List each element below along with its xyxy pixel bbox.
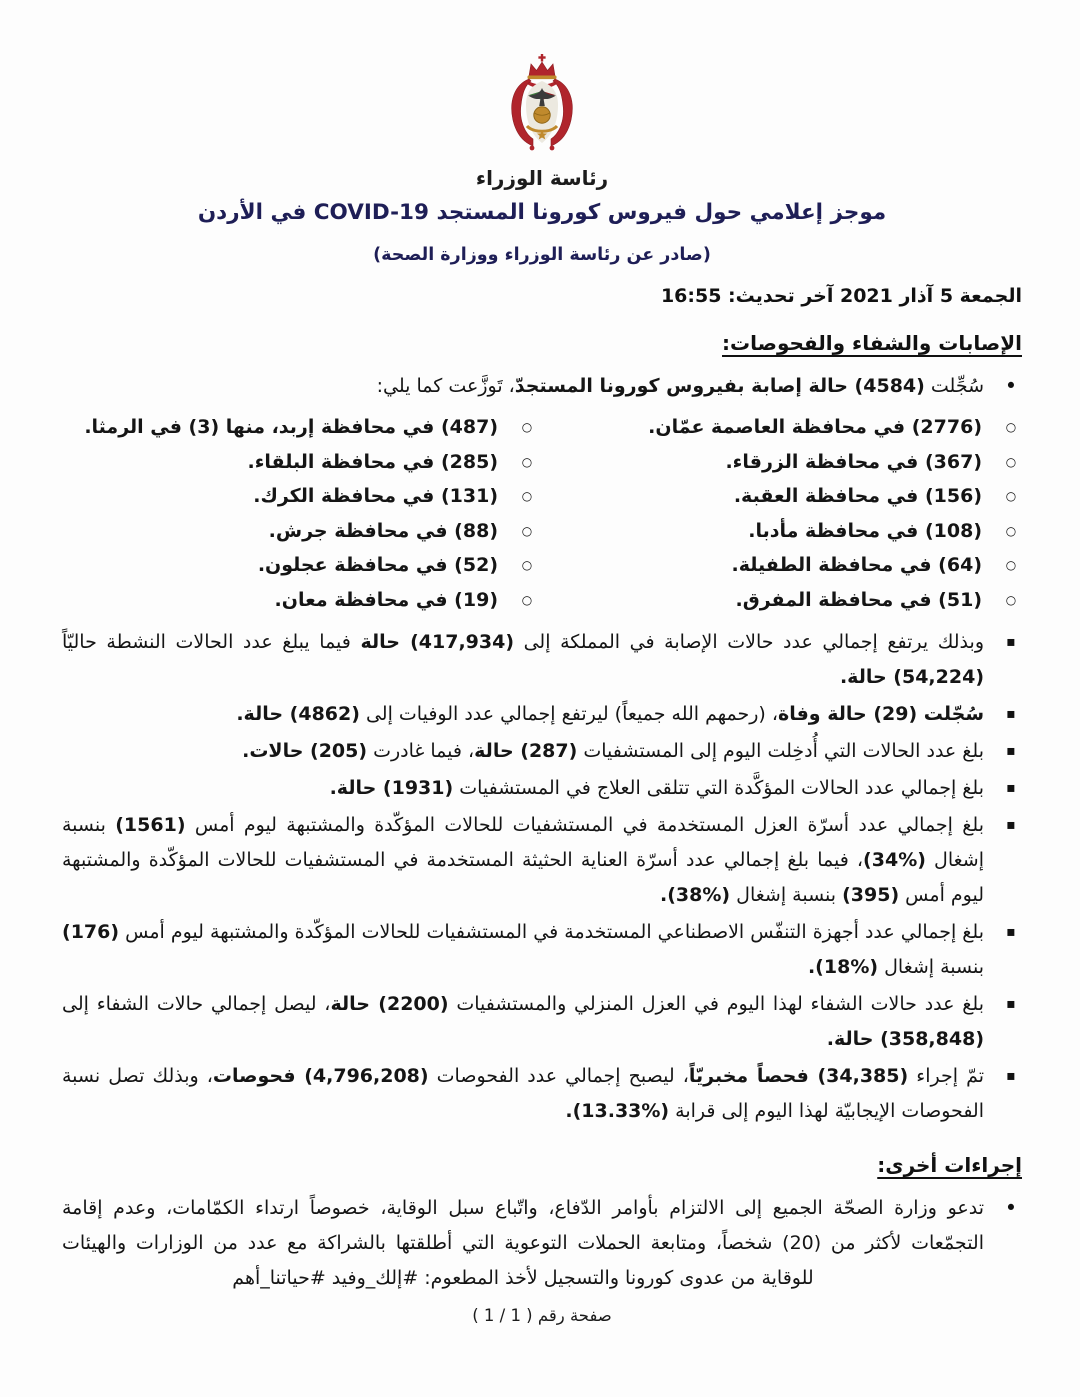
text-segment: (4584) حالة إصابة بفيروس كورونا المستجدّ	[514, 375, 925, 397]
governorate-item	[62, 479, 538, 514]
governorate-text: (108) في محافظة مأدبا.	[748, 519, 982, 542]
governorate-list	[62, 410, 1022, 617]
circle-bullet-icon: ○	[1005, 592, 1017, 607]
stat-text	[62, 987, 984, 1057]
date-line: الجمعة 5 آذار 2021 آخر تحديث: 16:55	[660, 285, 1022, 307]
text-segment: (%34)	[863, 849, 926, 871]
text-segment: وبذلك يرتفع إجمالي عدد حالات الإصابة في المملكة إلى	[514, 631, 984, 653]
governorate-item	[546, 479, 1022, 514]
text-segment: تدعو وزارة الصحّة الجميع إلى الالتزام بأوامر الدّفاع، واتّباع سبل الوقاية، خصوصاً ارتداء الكمّامات، وعدم إقامة التجمّعات لأكثر من (20) شخصاً، ومتابعة الحملات التوعوية التي أطلقتها بالشراكة مع عدد من الوزارات والهيئات للوقاية من عدوى كورونا والتسجيل لأخذ المطعوم: #إلك_وفيد #حياتنا_أهم	[62, 1197, 984, 1289]
square-bullet-icon: ▪	[1006, 1068, 1016, 1084]
circle-bullet-icon: ○	[521, 558, 533, 572]
square-bullet-icon: ▪	[1006, 706, 1016, 722]
text-segment: (176)	[62, 921, 120, 943]
text-segment: (54,224) حالة.	[839, 666, 984, 688]
text-segment: ، وبذلك تصل نسبة الفحوصات الإيجابيّة لهذا اليوم إلى قرابة	[62, 1065, 984, 1122]
text-segment: (205) حالات.	[242, 740, 368, 762]
governorate-item	[546, 583, 1022, 618]
document-subtitle: (صادر عن رئاسة الوزراء ووزارة الصحة)	[373, 245, 711, 265]
text-segment: (%18).	[807, 956, 879, 978]
document-header	[62, 54, 1022, 307]
square-bullet-icon: ▪	[1006, 634, 1016, 650]
section-heading-cases: الإصابات والشفاء والفحوصات:	[722, 331, 1022, 355]
governorate-text: (64) في محافظة الطفيلة.	[731, 554, 982, 576]
document-body	[62, 331, 1022, 1296]
jordan-coat-of-arms-logo	[476, 54, 608, 190]
text-segment: ، فيما بلغ إجمالي عدد أسرّة العناية الحثيثة المستخدمة في المستشفيات للحالات المؤكّدة والمشتبهة ليوم أمس	[62, 849, 984, 906]
governorate-text: (131) في محافظة الكرك.	[253, 485, 498, 507]
text-segment: بلغ إجمالي عدد أسرّة العزل المستخدمة في المستشفيات للحالات المؤكّدة والمشتبهة ليوم أمس	[185, 814, 984, 836]
circle-bullet-icon: ○	[521, 420, 533, 434]
org-name-calligraphy: رئاسة الوزراء	[475, 166, 609, 190]
stat-text	[62, 1059, 984, 1129]
circle-bullet-icon: ○	[521, 523, 533, 538]
governorate-text: (156) في محافظة العقبة.	[733, 485, 982, 507]
governorate-item	[62, 514, 538, 549]
text-segment: ، (رحمهم الله جميعاً) ليرتفع إجمالي عدد الوفيات إلى	[359, 703, 778, 725]
governorate-item	[62, 583, 538, 618]
stat-bullet-deaths	[62, 697, 1022, 732]
stat-text	[62, 808, 984, 913]
text-segment: بنسبة إشغال	[730, 884, 843, 906]
stat-bullet-hospitalized	[62, 771, 1022, 806]
text-segment: بلغ إجمالي عدد الحالات المؤكَّدة التي تتلقى العلاج في المستشفيات	[453, 777, 984, 799]
document-title: موجز إعلامي حول فيروس كورونا المستجد COVID-19 في الأردن	[197, 200, 887, 225]
governorate-item	[546, 410, 1022, 445]
text-segment: بنسبة إشغال	[62, 814, 985, 871]
stat-text	[62, 734, 984, 769]
jordan-coat-of-arms-icon	[483, 54, 601, 160]
stat-bullet-isolation-beds	[62, 808, 1022, 913]
square-bullet-icon: ▪	[1006, 780, 1016, 796]
stat-bullet-recoveries	[62, 987, 1022, 1057]
text-segment: فيما يبلغ عدد الحالات النشطة حاليّاً	[62, 631, 361, 653]
circle-bullet-icon: ○	[1005, 454, 1017, 469]
text-segment: (%38).	[660, 884, 731, 906]
square-bullet-icon: ▪	[1006, 743, 1016, 759]
governorate-text: (19) في محافظة معان.	[274, 588, 498, 611]
text-segment: (1561)	[115, 814, 186, 836]
bullet-icon: •	[1004, 1196, 1018, 1220]
governorate-item	[546, 548, 1022, 583]
text-segment: سُجّلت (29) حالة وفاة	[778, 703, 984, 725]
text-segment: (4,796,208) فحوصات	[212, 1065, 429, 1087]
governorate-text: (285) في محافظة البلقاء.	[247, 450, 498, 473]
stat-bullet-tests	[62, 1059, 1022, 1129]
square-bullet-icon: ▪	[1006, 817, 1016, 833]
stat-text	[62, 915, 984, 985]
text-segment: (%13.33).	[565, 1100, 670, 1122]
governorate-item	[546, 445, 1022, 480]
stat-bullet-admissions	[62, 734, 1022, 769]
cases-lead-bullet	[62, 369, 1022, 404]
page-number: صفحة رقم ( 1 / 1 )	[472, 1306, 612, 1325]
measures-text	[62, 1191, 984, 1296]
governorate-text: (51) في محافظة المفرق.	[735, 588, 982, 611]
circle-bullet-icon: ○	[1005, 558, 1017, 572]
text-segment: (4862) حالة.	[236, 703, 360, 725]
governorate-item	[62, 548, 538, 583]
statistics-list	[62, 625, 1022, 1129]
text-segment: ، ليصبح إجمالي عدد الفحوصات	[428, 1065, 689, 1087]
text-segment: تمّ إجراء	[908, 1065, 984, 1087]
text-segment: ، ليصل إجمالي حالات الشفاء إلى	[62, 993, 331, 1015]
governorate-text: (52) في محافظة عجلون.	[257, 554, 498, 576]
text-segment: سُجِّلت	[924, 375, 984, 397]
square-bullet-icon: ▪	[1006, 924, 1016, 940]
text-segment: (287) حالة	[474, 740, 578, 762]
text-segment: (2200) حالة	[330, 993, 449, 1015]
stat-bullet-ventilators	[62, 915, 1022, 985]
stat-text	[62, 771, 984, 806]
circle-bullet-icon: ○	[1005, 523, 1017, 538]
text-segment: بلغ إجمالي عدد أجهزة التنفّس الاصطناعي المستخدمة في المستشفيات للحالات المؤكّدة والمشتبهة ليوم أمس	[119, 921, 984, 943]
governorate-text: (367) في محافظة الزرقاء.	[725, 450, 982, 473]
governorate-text: (88) في محافظة جرش.	[268, 519, 498, 542]
measures-bullet	[62, 1191, 1022, 1296]
text-segment: (417,934) حالة	[360, 631, 515, 653]
document-footer	[62, 1306, 1022, 1325]
text-segment: (34,385) فحصاً مخبريّاً	[688, 1065, 909, 1087]
circle-bullet-icon: ○	[1005, 420, 1017, 434]
text-segment: بلغ عدد الحالات التي أُدخِلت اليوم إلى المستشفيات	[577, 740, 984, 762]
text-segment: (358,848) حالة.	[826, 1028, 984, 1050]
text-segment: (1931) حالة.	[329, 777, 454, 799]
circle-bullet-icon: ○	[1005, 489, 1017, 503]
governorate-item	[62, 445, 538, 480]
square-bullet-icon: ▪	[1006, 996, 1016, 1012]
circle-bullet-icon: ○	[521, 454, 533, 469]
stat-text	[62, 697, 984, 732]
cases-lead-text	[62, 369, 984, 404]
text-segment: بنسبة إشغال	[878, 956, 984, 978]
circle-bullet-icon: ○	[521, 489, 533, 503]
circle-bullet-icon: ○	[521, 592, 533, 607]
text-segment: ، تَوزَّعت كما يلي:	[376, 375, 515, 397]
text-segment: بلغ عدد حالات الشفاء لهذا اليوم في العزل المنزلي والمستشفيات	[448, 993, 984, 1015]
governorate-text: (487) في محافظة إربد، منها (3) في الرمثا.	[84, 416, 498, 438]
governorate-text: (2776) في محافظة العاصمة عمّان.	[648, 416, 982, 438]
section-heading-measures: إجراءات أخرى:	[877, 1153, 1022, 1177]
bullet-icon: •	[1004, 374, 1018, 398]
text-segment: (395)	[842, 884, 900, 906]
governorate-item	[62, 410, 538, 445]
governorate-item	[546, 514, 1022, 549]
text-segment: ، فيما غادرت	[367, 740, 475, 762]
stat-bullet-total-cases	[62, 625, 1022, 695]
stat-text	[62, 625, 984, 695]
